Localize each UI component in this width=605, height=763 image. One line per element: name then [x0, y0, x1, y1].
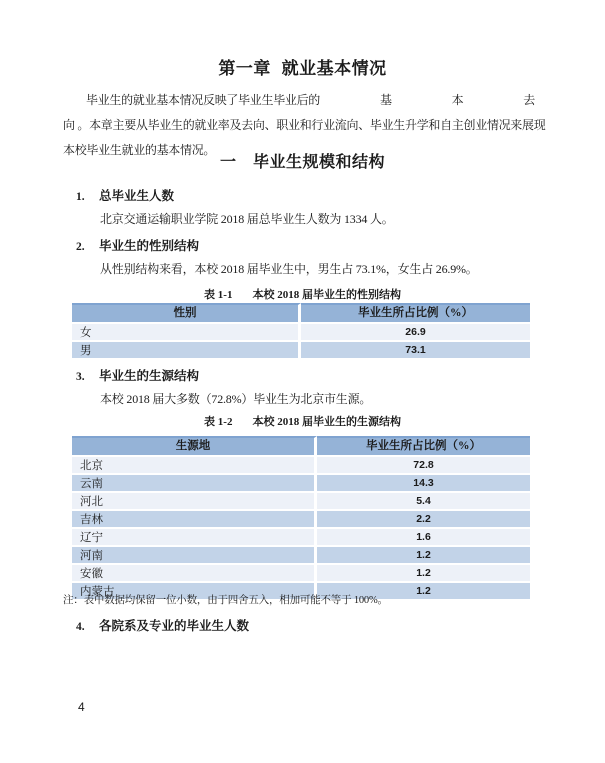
heading-label: 毕业生的生源结构 — [99, 369, 200, 383]
row-label: 女 — [72, 324, 301, 342]
row-value: 1.2 — [317, 547, 530, 565]
row-value: 1.6 — [317, 529, 530, 547]
row-value: 1.2 — [317, 583, 530, 601]
gender-table-col-category: 性别 — [72, 303, 301, 324]
heading-department-graduates — [76, 616, 249, 634]
row-value: 73.1 — [301, 342, 530, 360]
row-value: 1.2 — [317, 565, 530, 583]
row-value: 5.4 — [317, 493, 530, 511]
table2-caption-title: 本校 2018 届毕业生的生源结构 — [252, 416, 401, 428]
table2-note: 注：表中数据均保留一位小数，由于四舍五入，相加可能不等于 100%。 — [63, 595, 388, 606]
origin-table-header-row — [72, 436, 530, 457]
table-row — [72, 457, 530, 475]
section-title: 一 毕业生规模和结构 — [219, 154, 385, 171]
table-row — [72, 511, 530, 529]
table-row — [72, 529, 530, 547]
row-value: 2.2 — [317, 511, 530, 529]
row-label: 河北 — [72, 493, 317, 511]
intro-spread-char: 基 — [379, 93, 392, 107]
row-label: 吉林 — [72, 511, 317, 529]
heading-label: 各院系及专业的毕业生人数 — [99, 619, 250, 633]
row-label: 内蒙古 — [72, 583, 317, 601]
heading-number: 4. — [76, 621, 85, 633]
intro-line-3: 本校毕业生就业的基本情况。 — [63, 143, 216, 157]
heading-total-graduates — [76, 186, 174, 204]
intro-line1-text: 毕业生的就业基本情况反映了毕业生毕业后的 — [86, 93, 321, 107]
heading-number: 1. — [76, 191, 85, 203]
heading-gender-structure — [76, 236, 199, 254]
page-number: 4 — [78, 700, 85, 714]
row-label: 男 — [72, 342, 301, 360]
table1-caption-title: 本校 2018 届毕业生的性别结构 — [252, 289, 401, 301]
table1-caption-label: 表 1-1 — [204, 289, 233, 301]
gender-table-col-percent: 毕业生所占比例（%） — [301, 303, 530, 324]
intro-line-2: 向 。本章主要从毕业生的就业率及去向、职业和行业流向、毕业生升学和自主创业情况来展现 — [63, 118, 546, 132]
table-row — [72, 342, 530, 360]
body-gender-structure: 从性别结构来看，本校 2018 届毕业生中，男生占 73.1%，女生占 26.9%。 — [100, 262, 478, 276]
heading-label: 总毕业生人数 — [99, 189, 175, 203]
heading-origin-structure — [76, 366, 199, 384]
table-row — [72, 475, 530, 493]
table2-caption — [0, 413, 605, 429]
origin-table-col-percent: 毕业生所占比例（%） — [317, 436, 530, 457]
heading-label: 毕业生的性别结构 — [99, 239, 200, 253]
row-value: 26.9 — [301, 324, 530, 342]
row-value: 72.8 — [317, 457, 530, 475]
intro-spread-char: 本 — [451, 93, 464, 107]
row-label: 北京 — [72, 457, 317, 475]
origin-table — [72, 436, 530, 601]
gender-table — [72, 303, 530, 360]
table-row — [72, 493, 530, 511]
chapter-title: 第一章 就业基本情况 — [218, 59, 387, 78]
row-label: 辽宁 — [72, 529, 317, 547]
row-value: 14.3 — [317, 475, 530, 493]
table-row — [72, 324, 530, 342]
gender-table-header-row — [72, 303, 530, 324]
row-label: 河南 — [72, 547, 317, 565]
body-origin-structure: 本校 2018 届大多数（72.8%）毕业生为北京市生源。 — [100, 392, 372, 406]
body-total-graduates: 北京交通运输职业学院 2018 届总毕业生人数为 1334 人。 — [100, 212, 394, 226]
heading-number: 2. — [76, 241, 85, 253]
row-label: 安徽 — [72, 565, 317, 583]
intro-spread-char: 去 — [523, 93, 535, 107]
heading-number: 3. — [76, 371, 85, 383]
table1-caption — [0, 286, 605, 302]
table2-caption-label: 表 1-2 — [204, 416, 233, 428]
row-label: 云南 — [72, 475, 317, 493]
intro-line-1 — [63, 88, 543, 113]
table-row — [72, 565, 530, 583]
table-row — [72, 547, 530, 565]
origin-table-col-region: 生源地 — [72, 436, 317, 457]
